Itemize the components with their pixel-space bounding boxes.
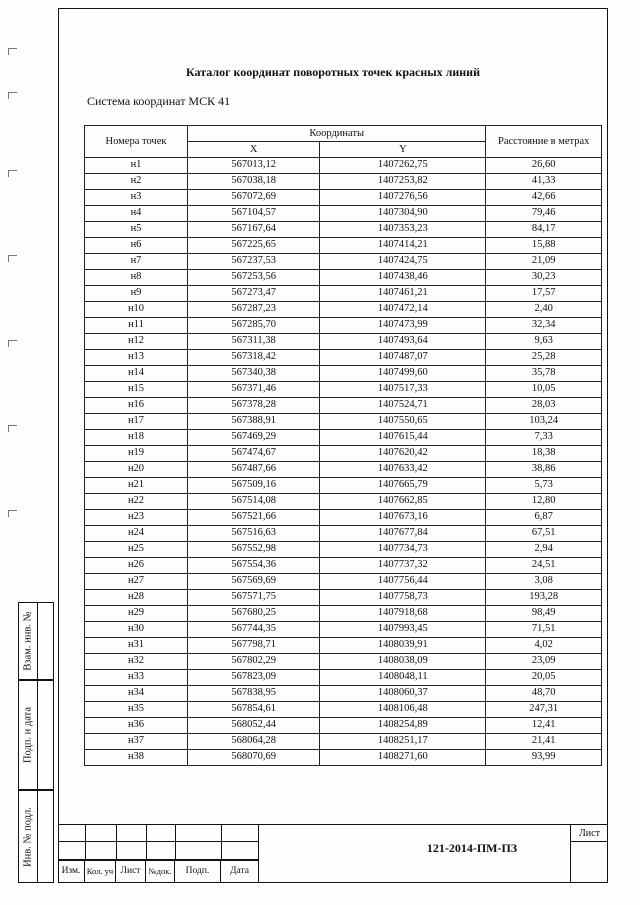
y-coordinate-cell: 1407550,65 [320,414,486,430]
side-label-inv-podl: Инв. № подл. [22,806,34,867]
point-number-cell: н11 [85,318,188,334]
table-row [85,382,602,398]
x-coordinate-cell: 568052,44 [188,718,320,734]
y-coordinate-cell: 1407304,90 [320,206,486,222]
table-row [85,654,602,670]
y-coordinate-cell: 1408254,89 [320,718,486,734]
y-coordinate-cell: 1407472,14 [320,302,486,318]
y-coordinate-cell: 1407758,73 [320,590,486,606]
x-coordinate-cell: 567371,46 [188,382,320,398]
column-header-y: Y [320,142,486,158]
y-coordinate-cell: 1407414,21 [320,238,486,254]
distance-cell: 247,31 [486,702,602,718]
table-row [85,526,602,542]
point-number-cell: н36 [85,718,188,734]
x-coordinate-cell: 567378,28 [188,398,320,414]
side-label-podp-data: Подп. и дата [22,706,34,764]
point-number-cell: н34 [85,686,188,702]
y-coordinate-cell: 1407461,21 [320,286,486,302]
y-coordinate-cell: 1407473,99 [320,318,486,334]
table-row [85,254,602,270]
y-coordinate-cell: 1407276,56 [320,190,486,206]
y-coordinate-cell: 1407493,64 [320,334,486,350]
distance-cell: 25,28 [486,350,602,366]
x-coordinate-cell: 567225,65 [188,238,320,254]
point-number-cell: н22 [85,494,188,510]
sheet-label: Лист [570,825,608,842]
x-coordinate-cell: 567509,16 [188,478,320,494]
distance-cell: 30,23 [486,270,602,286]
table-row [85,686,602,702]
x-coordinate-cell: 567311,38 [188,334,320,350]
x-coordinate-cell: 567253,56 [188,270,320,286]
point-number-cell: н38 [85,750,188,766]
x-coordinate-cell: 568070,69 [188,750,320,766]
y-coordinate-cell: 1407438,46 [320,270,486,286]
table-row [85,558,602,574]
stamp-header-ndok: №док. [146,860,175,882]
x-coordinate-cell: 567744,35 [188,622,320,638]
point-number-cell: н16 [85,398,188,414]
table-row [85,446,602,462]
distance-cell: 4,02 [486,638,602,654]
distance-cell: 71,51 [486,622,602,638]
y-coordinate-cell: 1407633,42 [320,462,486,478]
x-coordinate-cell: 567340,38 [188,366,320,382]
table-row [85,622,602,638]
distance-cell: 18,38 [486,446,602,462]
distance-cell: 103,24 [486,414,602,430]
point-number-cell: н15 [85,382,188,398]
y-coordinate-cell: 1408048,11 [320,670,486,686]
table-row [85,462,602,478]
distance-cell: 93,99 [486,750,602,766]
distance-cell: 24,51 [486,558,602,574]
point-number-cell: н30 [85,622,188,638]
point-number-cell: н23 [85,510,188,526]
distance-cell: 84,17 [486,222,602,238]
side-label-vzam: Взам. инв. № [22,611,34,671]
coordinates-table [84,125,602,766]
table-row [85,494,602,510]
y-coordinate-cell: 1407499,60 [320,366,486,382]
page-edge-mark [8,170,17,177]
distance-cell: 28,03 [486,398,602,414]
y-coordinate-cell: 1407756,44 [320,574,486,590]
x-coordinate-cell: 567285,70 [188,318,320,334]
table-row [85,174,602,190]
x-coordinate-cell: 567237,53 [188,254,320,270]
distance-cell: 7,33 [486,430,602,446]
distance-cell: 41,33 [486,174,602,190]
distance-cell: 23,09 [486,654,602,670]
table-row [85,734,602,750]
distance-cell: 42,66 [486,190,602,206]
point-number-cell: н33 [85,670,188,686]
x-coordinate-cell: 567552,98 [188,542,320,558]
x-coordinate-cell: 567802,29 [188,654,320,670]
point-number-cell: н6 [85,238,188,254]
y-coordinate-cell: 1407734,73 [320,542,486,558]
distance-cell: 32,34 [486,318,602,334]
point-number-cell: н31 [85,638,188,654]
table-row [85,430,602,446]
distance-cell: 2,40 [486,302,602,318]
distance-cell: 193,28 [486,590,602,606]
distance-cell: 48,70 [486,686,602,702]
point-number-cell: н21 [85,478,188,494]
table-row [85,270,602,286]
table-row [85,670,602,686]
document-code: 121-2014-ПМ-ПЗ [426,841,518,855]
distance-cell: 21,09 [486,254,602,270]
x-coordinate-cell: 567013,12 [188,158,320,174]
table-row [85,478,602,494]
point-number-cell: н32 [85,654,188,670]
table-row [85,542,602,558]
point-number-cell: н12 [85,334,188,350]
point-number-cell: н9 [85,286,188,302]
page-edge-mark [8,425,17,432]
table-row [85,302,602,318]
point-number-cell: н14 [85,366,188,382]
x-coordinate-cell: 567038,18 [188,174,320,190]
side-stamp-replacement [18,602,54,680]
coordinate-system-label: Система координат МСК 41 [87,94,231,108]
distance-cell: 35,78 [486,366,602,382]
x-coordinate-cell: 567287,23 [188,302,320,318]
point-number-cell: н29 [85,606,188,622]
y-coordinate-cell: 1407487,07 [320,350,486,366]
distance-cell: 67,51 [486,526,602,542]
y-coordinate-cell: 1407737,32 [320,558,486,574]
table-row [85,606,602,622]
x-coordinate-cell: 567273,47 [188,286,320,302]
page-edge-mark [8,255,17,262]
distance-cell: 15,88 [486,238,602,254]
table-row [85,590,602,606]
point-number-cell: н10 [85,302,188,318]
distance-cell: 21,41 [486,734,602,750]
page-edge-mark [8,340,17,347]
x-coordinate-cell: 567104,57 [188,206,320,222]
stamp-header-list: Лист [116,860,146,882]
x-coordinate-cell: 567487,66 [188,462,320,478]
page-edge-mark [8,92,17,99]
table-row [85,750,602,766]
y-coordinate-cell: 1407662,85 [320,494,486,510]
table-row [85,638,602,654]
y-coordinate-cell: 1407262,75 [320,158,486,174]
distance-cell: 38,86 [486,462,602,478]
x-coordinate-cell: 567514,08 [188,494,320,510]
y-coordinate-cell: 1407918,68 [320,606,486,622]
x-coordinate-cell: 568064,28 [188,734,320,750]
side-stamp-inventory [18,790,54,883]
point-number-cell: н25 [85,542,188,558]
distance-cell: 17,57 [486,286,602,302]
y-coordinate-cell: 1407677,84 [320,526,486,542]
x-coordinate-cell: 567838,95 [188,686,320,702]
x-coordinate-cell: 567569,69 [188,574,320,590]
table-row [85,158,602,174]
table-row [85,702,602,718]
table-row [85,414,602,430]
table-row [85,334,602,350]
column-header-distance: Расстояние в метрах [486,126,602,158]
x-coordinate-cell: 567823,09 [188,670,320,686]
y-coordinate-cell: 1408251,17 [320,734,486,750]
distance-cell: 26,60 [486,158,602,174]
point-number-cell: н2 [85,174,188,190]
y-coordinate-cell: 1407665,79 [320,478,486,494]
stamp-header-podp: Подп. [175,860,221,882]
point-number-cell: н35 [85,702,188,718]
stamp-header-izm: Изм. [58,860,85,882]
point-number-cell: н1 [85,158,188,174]
point-number-cell: н20 [85,462,188,478]
distance-cell: 2,94 [486,542,602,558]
y-coordinate-cell: 1407615,44 [320,430,486,446]
point-number-cell: н5 [85,222,188,238]
page-edge-mark [8,48,17,55]
stamp-header-data: Дата [230,866,249,876]
distance-cell: 12,41 [486,718,602,734]
table-row [85,718,602,734]
column-header-points: Номера точек [85,126,188,158]
y-coordinate-cell: 1407993,45 [320,622,486,638]
distance-cell: 3,08 [486,574,602,590]
x-coordinate-cell: 567516,63 [188,526,320,542]
stamp-header-kol-uch: Кол. уч [85,860,116,882]
point-number-cell: н27 [85,574,188,590]
distance-cell: 20,05 [486,670,602,686]
y-coordinate-cell: 1408106,48 [320,702,486,718]
x-coordinate-cell: 567072,69 [188,190,320,206]
x-coordinate-cell: 567318,42 [188,350,320,366]
x-coordinate-cell: 567680,25 [188,606,320,622]
distance-cell: 12,80 [486,494,602,510]
distance-cell: 98,49 [486,606,602,622]
point-number-cell: н24 [85,526,188,542]
x-coordinate-cell: 567469,29 [188,430,320,446]
y-coordinate-cell: 1408060,37 [320,686,486,702]
distance-cell: 5,73 [486,478,602,494]
distance-cell: 9,63 [486,334,602,350]
x-coordinate-cell: 567167,64 [188,222,320,238]
table-row [85,350,602,366]
y-coordinate-cell: 1408039,91 [320,638,486,654]
point-number-cell: н26 [85,558,188,574]
y-coordinate-cell: 1407253,82 [320,174,486,190]
point-number-cell: н18 [85,430,188,446]
x-coordinate-cell: 567554,36 [188,558,320,574]
y-coordinate-cell: 1408038,09 [320,654,486,670]
table-row [85,206,602,222]
x-coordinate-cell: 567521,66 [188,510,320,526]
side-stamp-signature-date [18,680,54,790]
y-coordinate-cell: 1408271,60 [320,750,486,766]
point-number-cell: н13 [85,350,188,366]
y-coordinate-cell: 1407620,42 [320,446,486,462]
point-number-cell: н28 [85,590,188,606]
point-number-cell: н3 [85,190,188,206]
table-row [85,574,602,590]
point-number-cell: н37 [85,734,188,750]
page-edge-mark [8,510,17,517]
distance-cell: 6,87 [486,510,602,526]
table-row [85,190,602,206]
point-number-cell: н4 [85,206,188,222]
title-block [58,824,608,883]
point-number-cell: н7 [85,254,188,270]
table-row [85,366,602,382]
x-coordinate-cell: 567474,67 [188,446,320,462]
column-header-coordinates: Координаты [188,126,486,142]
distance-cell: 79,46 [486,206,602,222]
x-coordinate-cell: 567854,61 [188,702,320,718]
y-coordinate-cell: 1407517,33 [320,382,486,398]
table-row [85,286,602,302]
y-coordinate-cell: 1407673,16 [320,510,486,526]
point-number-cell: н8 [85,270,188,286]
table-row [85,238,602,254]
x-coordinate-cell: 567388,91 [188,414,320,430]
column-header-x: X [188,142,320,158]
table-row [85,510,602,526]
point-number-cell: н19 [85,446,188,462]
distance-cell: 10,05 [486,382,602,398]
y-coordinate-cell: 1407424,75 [320,254,486,270]
x-coordinate-cell: 567798,71 [188,638,320,654]
y-coordinate-cell: 1407524,71 [320,398,486,414]
table-row [85,398,602,414]
x-coordinate-cell: 567571,75 [188,590,320,606]
table-row [85,222,602,238]
point-number-cell: н17 [85,414,188,430]
y-coordinate-cell: 1407353,23 [320,222,486,238]
document-title: Каталог координат поворотных точек красных линий [185,65,481,79]
table-row [85,318,602,334]
